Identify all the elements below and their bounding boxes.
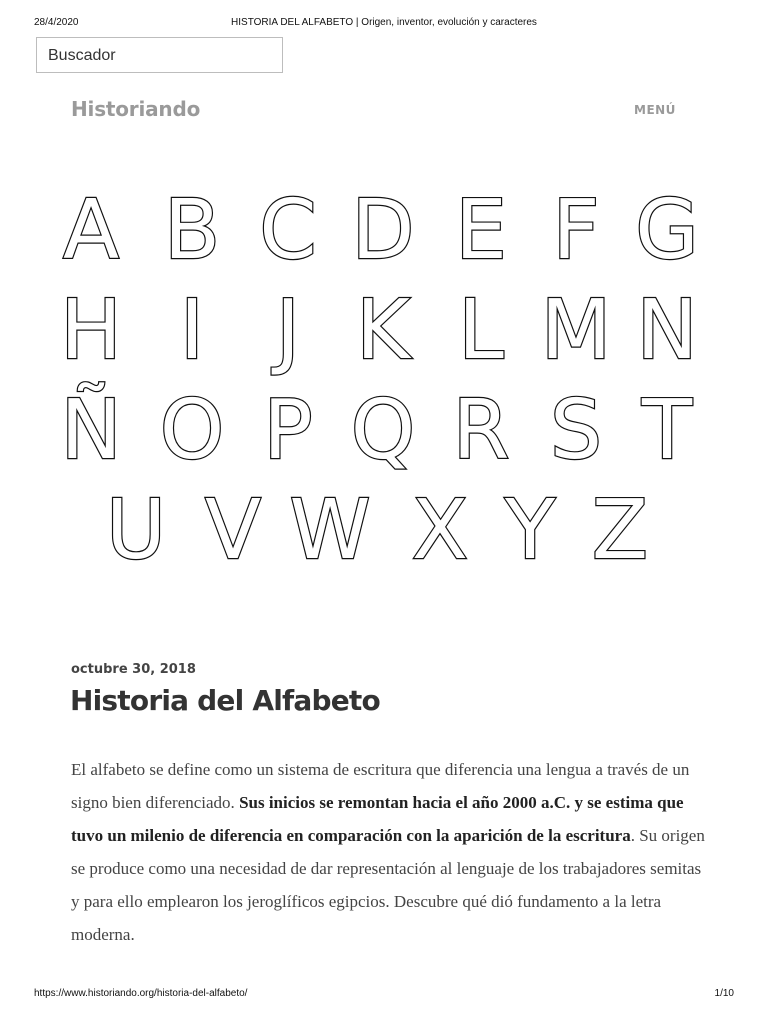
alphabet-letter: E: [455, 183, 507, 278]
search-placeholder: Buscador: [48, 47, 116, 64]
alphabet-letter: H: [60, 283, 122, 378]
print-date: 28/4/2020: [34, 17, 79, 28]
alphabet-image: [0, 180, 768, 580]
post-title: Historia del Alfabeto: [70, 684, 380, 717]
alphabet-letter: B: [163, 183, 221, 278]
print-footer: [34, 988, 734, 1002]
alphabet-letter: O: [159, 383, 225, 478]
alphabet-letter: C: [259, 183, 317, 278]
search-input[interactable]: [36, 37, 283, 73]
alphabet-letter: M: [540, 283, 612, 378]
alphabet-letter: F: [552, 183, 600, 278]
alphabet-letter: K: [356, 283, 410, 378]
alphabet-letter: D: [351, 183, 415, 278]
alphabet-letter: Ñ: [60, 383, 122, 478]
print-page-title: HISTORIA DEL ALFABETO | Origen, inventor, evolución y caracteres: [231, 17, 537, 28]
alphabet-letter: P: [263, 383, 313, 478]
alphabet-letter: I: [179, 283, 205, 378]
alphabet-letter: X: [411, 483, 469, 578]
alphabet-letter: W: [289, 483, 371, 578]
alphabet-letter: Y: [504, 483, 556, 578]
print-header: [34, 17, 734, 31]
alphabet-letter: Z: [591, 483, 649, 578]
print-page-number: 1/10: [714, 988, 734, 999]
alphabet-letter: S: [549, 383, 603, 478]
intro-text-1: El alfabeto se define como un sistema de escritura que diferencia una lengua a través de un signo bien diferenciado.: [71, 760, 690, 812]
alphabet-letter: J: [275, 283, 301, 378]
post-intro-paragraph: [71, 753, 711, 951]
menu-button[interactable]: MENÚ: [634, 103, 676, 117]
print-url: https://www.historiando.org/historia-del-alfabeto/: [34, 988, 248, 999]
alphabet-letter: L: [458, 283, 504, 378]
alphabet-letter: G: [635, 183, 699, 278]
post-date: octubre 30, 2018: [71, 662, 196, 677]
alphabet-letter: Q: [350, 383, 416, 478]
alphabet-letter: N: [636, 283, 698, 378]
intro-text-2: . Su origen se produce como una necesidad de dar representación al lenguaje de los trabajadores semitas y para ello emplearon los jeroglíficos egipcios. Descubre qué dió fundamento a la letra moderna.: [71, 826, 705, 944]
site-logo[interactable]: Historiando: [71, 97, 201, 121]
alphabet-letter: U: [105, 483, 167, 578]
intro-bold-text: Sus inicios se remontan hacia el año 2000 a.C. y se estima que tuvo un milenio de diferencia en comparación con la aparición de la escritura: [71, 793, 684, 845]
alphabet-letter: R: [452, 383, 510, 478]
alphabet-letter: T: [641, 383, 693, 478]
alphabet-letter: V: [204, 483, 262, 578]
alphabet-letter: A: [62, 183, 120, 278]
